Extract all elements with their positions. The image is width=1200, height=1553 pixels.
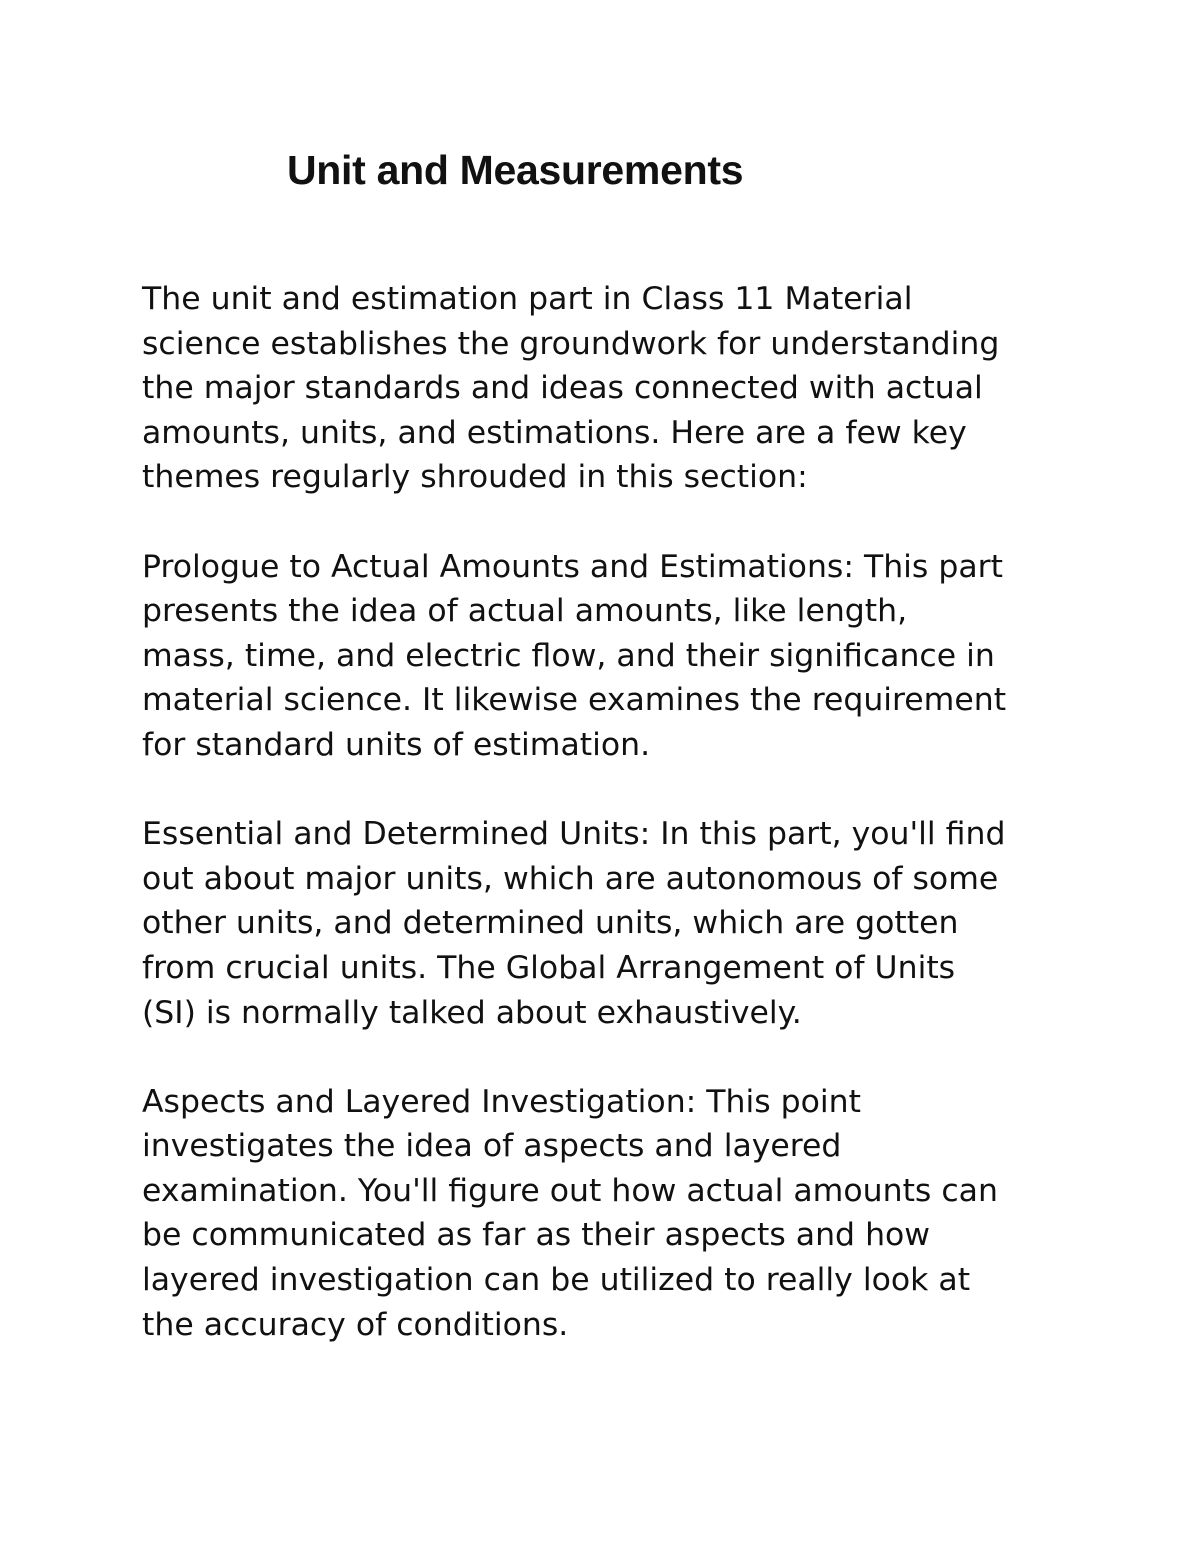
paragraph-dimensional-analysis: Aspects and Layered Investigation: This point investigates the idea of aspects and layered examination. You'll figure out how actual amounts can be communicated as far as their aspects and how layered investigation can be utilized to really look at the accuracy of conditions. — [142, 1083, 998, 1343]
paragraph-intro: The unit and estimation part in Class 11 Material science establishes the groundwork for understanding the major standards and ideas connected with actual amounts, units, and estimations. Here are a few key themes regularly shrouded in this section: — [142, 281, 1000, 496]
paragraph-fundamental-units: Essential and Determined Units: In this part, you'll find out about major units, which are autonomous of some other units, and determined units, which are gotten from crucial units. The Global Arrangement of Units (SI) is normally talked about exhaustively. — [142, 816, 1006, 1031]
document-body — [142, 277, 1072, 1392]
paragraph-physical-quantities: Prologue to Actual Amounts and Estimations: This part presents the idea of actual amounts, like length, mass, time, and electric flow, and their significance in material science. It likewise examines the requirement for standard units of estimation. — [142, 548, 1007, 763]
document-title: Unit and Measurements — [287, 147, 744, 193]
